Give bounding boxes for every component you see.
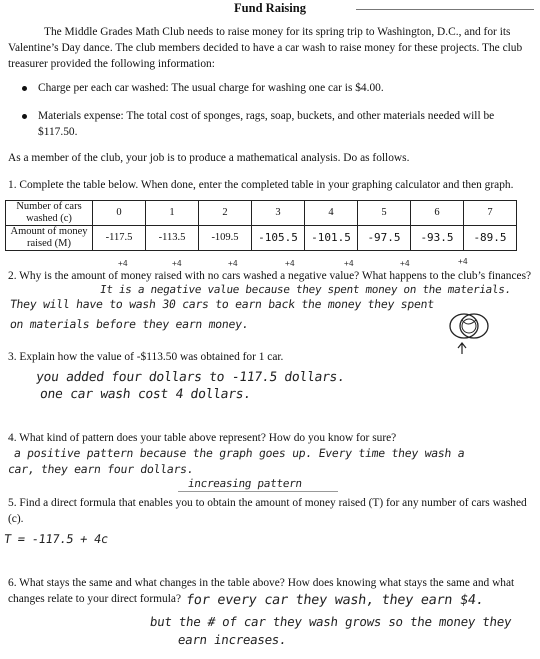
intro-paragraph: The Middle Grades Math Club needs to raise money for its spring trip to Washington, D.C., and for its Valentine’s Day dance. The club members decided to have a car wash to raise money for these projects. The club treasurer provided the following information:	[8, 26, 523, 70]
increment-note: +4	[285, 259, 295, 268]
q6-answer-line-3: earn increases.	[176, 632, 288, 647]
cars-cell: 5	[358, 201, 411, 226]
money-cell-handwritten: -89.5	[464, 226, 517, 251]
cars-cell: 0	[93, 201, 146, 226]
bullet-dot	[22, 114, 27, 119]
q3-answer-line-1: you added four dollars to -117.5 dollars.	[34, 370, 346, 385]
q6-answer-line-2: but the # of car they wash grows so the money they	[148, 614, 513, 629]
info-bullets	[22, 80, 522, 140]
question-2: 2. Why is the amount of money raised with no cars washed a negative value? What happens to the club’s finances?	[8, 270, 532, 282]
question-5: 5. Find a direct formula that enables you to obtain the amount of money raised (T) for any number of cars washed (c).	[8, 497, 527, 525]
money-cell-handwritten: -97.5	[358, 226, 411, 251]
increment-note: +4	[118, 259, 128, 268]
cars-cell: 6	[411, 201, 464, 226]
question-3: 3. Explain how the value of -$113.50 was obtained for 1 car.	[8, 351, 284, 363]
question-4: 4. What kind of pattern does your table above represent? How do you know for sure?	[8, 432, 397, 444]
q2-answer-line-1: It is a negative value because they spent money on the materials.	[99, 283, 512, 296]
increment-note: +4	[400, 259, 410, 268]
money-cell-handwritten: -93.5	[411, 226, 464, 251]
bullet-materials-text: Materials expense: The total cost of sponges, rags, soap, buckets, and other materials needed will be $117.50.	[38, 110, 495, 138]
bullet-dot	[22, 86, 27, 91]
money-cell: -117.5	[93, 226, 146, 251]
increment-note: +4	[344, 259, 354, 268]
question-6: 6. What stays the same and what changes in the table above? How does knowing what stays the same and what changes relate to your direct formula?	[8, 577, 515, 605]
q4-answer-line-3: increasing pattern	[187, 477, 303, 490]
q3-answer-line-2: one car wash cost 4 dollars.	[38, 387, 252, 402]
cars-cell: 7	[464, 201, 517, 226]
increment-note: +4	[458, 257, 468, 266]
money-cell-handwritten: -101.5	[305, 226, 358, 251]
table-row-money	[6, 226, 517, 251]
row-label-money: Amount of money raised (M)	[6, 226, 93, 251]
q4-answer-line-2: car, they earn four dollars.	[7, 462, 195, 476]
cars-money-table	[5, 200, 517, 251]
bullet-materials	[22, 108, 522, 140]
row-label-cars: Number of cars washed (c)	[6, 201, 93, 226]
increment-note: +4	[172, 259, 182, 268]
money-cell: -109.5	[199, 226, 252, 251]
cars-cell: 3	[252, 201, 305, 226]
question-1: 1. Complete the table below. When done, enter the completed table in your graphing calculator and then graph.	[8, 179, 514, 191]
cars-cell: 2	[199, 201, 252, 226]
bullet-charge	[22, 80, 522, 96]
task-text: As a member of the club, your job is to produce a mathematical analysis. Do as follows.	[8, 152, 410, 164]
page-title: Fund Raising	[234, 1, 306, 15]
q4-answer-underline	[178, 491, 338, 492]
cars-cell: 4	[305, 201, 358, 226]
q2-answer-line-3: on materials before they earn money.	[9, 317, 250, 331]
q4-answer-line-1: a positive pattern because the graph goes up. Every time they wash a	[13, 446, 466, 460]
name-blank-line	[356, 9, 534, 10]
q2-answer-line-2: They will have to wash 30 cars to earn back the money they spent	[9, 297, 435, 311]
money-cell: -113.5	[146, 226, 199, 251]
q5-answer: T = -117.5 + 4c	[3, 532, 109, 546]
q6-answer-line-1: for every car they wash, they earn $4.	[184, 592, 485, 608]
bullet-charge-text: Charge per each car washed: The usual charge for washing one car is $4.00.	[38, 82, 384, 94]
cars-cell: 1	[146, 201, 199, 226]
money-cell-handwritten: -105.5	[252, 226, 305, 251]
increment-note: +4	[228, 259, 238, 268]
table-row-cars	[6, 201, 517, 226]
